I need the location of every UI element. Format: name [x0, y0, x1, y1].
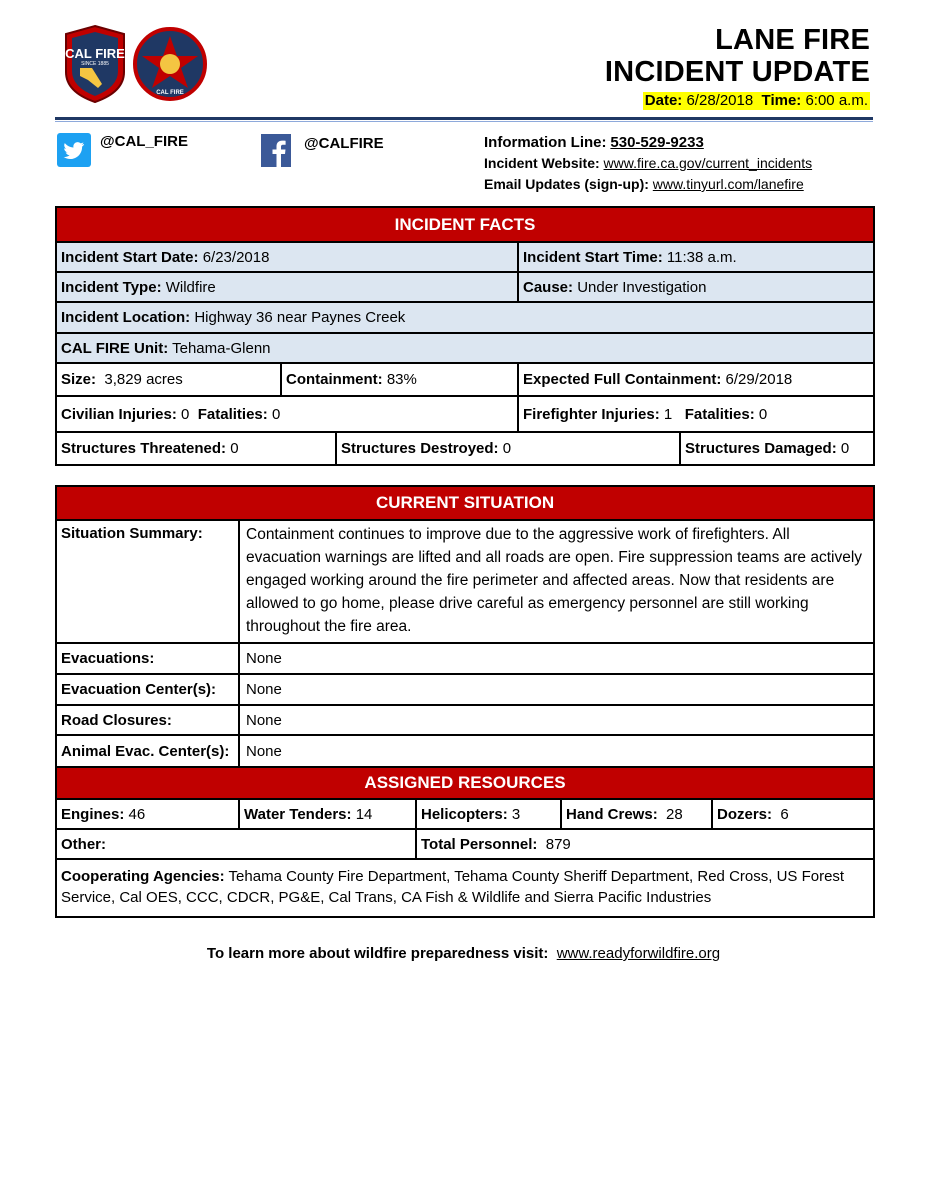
road-closures-label: Road Closures:: [61, 711, 172, 729]
situation-header: CURRENT SITUATION: [56, 486, 874, 520]
type-cell: [56, 272, 518, 302]
personnel-label: Total Personnel:: [421, 835, 538, 853]
crews-cell: [561, 799, 712, 829]
containment-cell: [281, 363, 518, 396]
start-date-cell: [56, 242, 518, 272]
destroyed-cell: [336, 432, 680, 465]
size-value: 3,829 acres: [104, 371, 183, 388]
engines-value: 46: [128, 805, 146, 823]
calfire-logo-text: CAL FIRE: [65, 46, 125, 61]
title-line2: INCIDENT UPDATE: [604, 56, 870, 88]
tenders-label: Water Tenders:: [244, 805, 352, 823]
facebook-handle[interactable]: @CALFIRE: [304, 135, 384, 152]
evac-centers-label: Evacuation Center(s):: [61, 681, 217, 698]
email-link[interactable]: www.tinyurl.com/lanefire: [652, 176, 804, 192]
civilian-cell: [56, 396, 518, 432]
containment-label: Containment:: [286, 371, 383, 388]
facebook-icon[interactable]: [261, 134, 291, 167]
dozers-value: 6: [780, 805, 789, 823]
ff-injuries-value: 1: [663, 405, 673, 423]
civ-fatalities-label: Fatalities:: [197, 405, 268, 423]
threatened-value: 0: [230, 440, 239, 457]
evacuations-label-cell: [56, 643, 239, 674]
facts-header: INCIDENT FACTS: [56, 207, 874, 242]
website-label: Incident Website:: [484, 155, 600, 171]
threatened-label: Structures Threatened:: [61, 440, 227, 457]
containment-value: 83%: [386, 371, 417, 388]
full-containment-label: Expected Full Containment:: [523, 371, 722, 388]
header-divider-shadow: [55, 121, 873, 122]
team-logo: [130, 26, 210, 102]
damaged-value: 0: [840, 440, 850, 457]
date-value: 6/28/2018: [686, 92, 754, 109]
type-label: Incident Type:: [61, 278, 162, 296]
unit-cell: [56, 333, 874, 363]
personnel-cell: [416, 829, 874, 859]
ff-fatalities-value: 0: [758, 405, 768, 423]
ff-fatalities-label: Fatalities:: [684, 405, 755, 423]
start-time-cell: [518, 242, 874, 272]
crews-label: Hand Crews:: [566, 805, 658, 823]
situation-table: [55, 485, 875, 918]
engines-label: Engines:: [61, 805, 125, 823]
civ-injuries-label: Civilian Injuries:: [61, 405, 177, 423]
animal-label-cell: [56, 735, 239, 767]
website-link[interactable]: www.fire.ca.gov/current_incidents: [603, 155, 813, 171]
cause-value: Under Investigation: [577, 278, 707, 296]
dozers-label: Dozers:: [717, 805, 773, 823]
date-time-bar: [643, 92, 870, 110]
agencies-cell: [56, 859, 874, 917]
time-value: 6:00 a.m.: [805, 92, 868, 109]
info-website: [484, 153, 812, 174]
twitter-icon[interactable]: [57, 133, 91, 167]
crews-value: 28: [666, 805, 683, 823]
email-label: Email Updates (sign-up):: [484, 176, 649, 192]
phone-link[interactable]: 530-529-9233: [610, 134, 704, 151]
agencies-label: Cooperating Agencies:: [61, 868, 225, 885]
dozers-cell: [712, 799, 874, 829]
destroyed-value: 0: [502, 440, 512, 457]
full-containment-value: 6/29/2018: [725, 371, 793, 388]
agencies-value: Tehama County Fire Department, Tehama County Sheriff Department, Red Cross, US Forest Service, Cal OES, CCC, CDCR, PG&E, Cal Trans, CA Fish & Wildlife and Sierra Pacific Industries: [61, 868, 845, 906]
summary-label: Situation Summary:: [61, 525, 203, 542]
personnel-value: 879: [545, 835, 571, 853]
civ-injuries-value: 0: [181, 405, 190, 423]
location-cell: [56, 302, 874, 333]
info-email: [484, 174, 804, 195]
start-date-value: 6/23/2018: [202, 248, 270, 266]
tenders-cell: [239, 799, 416, 829]
ff-injuries-label: Firefighter Injuries:: [523, 405, 660, 423]
location-label: Incident Location:: [61, 309, 191, 326]
type-value: Wildfire: [165, 278, 216, 296]
civ-fatalities-value: 0: [271, 405, 281, 423]
helicopters-label: Helicopters:: [421, 805, 508, 823]
destroyed-label: Structures Destroyed:: [341, 440, 499, 457]
calfire-logo-since: SINCE 1885: [81, 61, 109, 67]
start-time-label: Incident Start Time:: [523, 248, 663, 266]
size-label: Size:: [61, 371, 97, 388]
start-time-value: 11:38 a.m.: [666, 248, 737, 266]
other-label: Other:: [61, 835, 106, 853]
calfire-logo: [62, 24, 128, 104]
evacuations-value: None: [239, 643, 874, 674]
threatened-cell: [56, 432, 336, 465]
other-cell: [56, 829, 416, 859]
damaged-cell: [680, 432, 874, 465]
firefighter-cell: [518, 396, 874, 432]
phone-label: Information Line:: [484, 134, 607, 151]
animal-label: Animal Evac. Center(s):: [61, 742, 230, 760]
animal-value: None: [239, 735, 874, 767]
title-line1: LANE FIRE: [715, 24, 870, 56]
damaged-label: Structures Damaged:: [685, 440, 837, 457]
size-cell: [56, 363, 281, 396]
summary-label-cell: [56, 520, 239, 643]
footer-link[interactable]: www.readyforwildfire.org: [556, 945, 721, 962]
team-logo-text: CAL FIRE: [156, 90, 184, 96]
location-value: Highway 36 near Paynes Creek: [194, 309, 406, 326]
road-closures-value: None: [239, 705, 874, 735]
road-closures-label-cell: [56, 705, 239, 735]
tenders-value: 14: [355, 805, 373, 823]
cause-cell: [518, 272, 874, 302]
engines-cell: [56, 799, 239, 829]
helicopters-value: 3: [511, 805, 521, 823]
evacuations-label: Evacuations:: [61, 650, 155, 667]
time-label: Time:: [761, 92, 802, 109]
helicopters-cell: [416, 799, 561, 829]
header-divider: [55, 117, 873, 120]
summary-value: Containment continues to improve due to the aggressive work of firefighters. All evacuation warnings are lifted and all roads are open. Fire suppression teams are actively engaged working around the fire perimeter and affected areas. Now that residents are allowed to go home, please drive careful as emergency personnel are still working throughout the fire area.: [239, 520, 874, 643]
unit-label: CAL FIRE Unit:: [61, 339, 169, 357]
unit-value: Tehama-Glenn: [172, 339, 271, 357]
cause-label: Cause:: [523, 278, 574, 296]
date-label: Date:: [644, 92, 683, 109]
resources-header: ASSIGNED RESOURCES: [56, 767, 874, 799]
footer: [0, 945, 927, 962]
evac-centers-value: None: [239, 674, 874, 705]
twitter-handle[interactable]: @CAL_FIRE: [100, 133, 188, 150]
footer-text: To learn more about wildfire preparedness visit:: [206, 945, 549, 962]
start-date-label: Incident Start Date:: [61, 248, 199, 266]
evac-centers-label-cell: [56, 674, 239, 705]
incident-facts-table: [55, 206, 875, 466]
full-containment-cell: [518, 363, 874, 396]
info-phone: [484, 132, 704, 153]
